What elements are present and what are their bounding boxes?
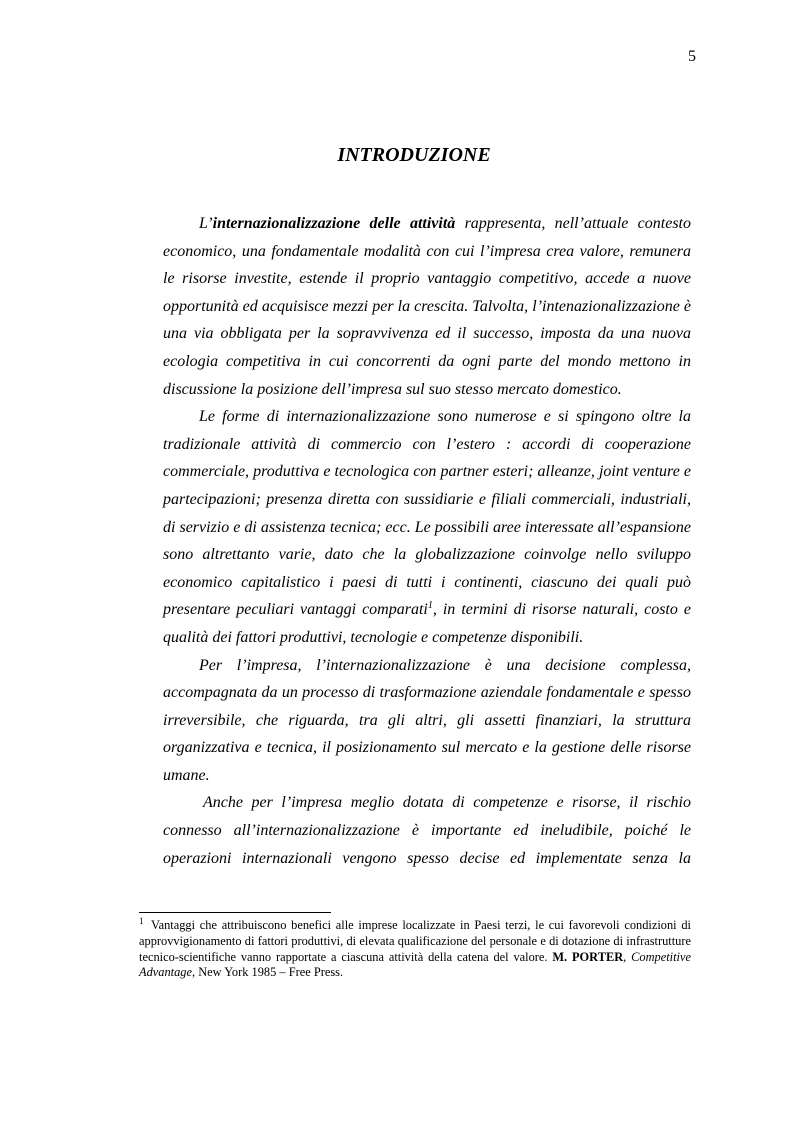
paragraph-2-text-b: , in termini di risorse naturali, costo e qualità dei fattori produttivi, tecnologie e competenze disponibili. [163, 601, 691, 646]
footnote-separator-text: , [623, 949, 632, 964]
paragraph-1-text: rappresenta, nell’attuale contesto economico, una fondamentale modalità con cui l’impresa crea valore, remunera le risorse investite, estende il proprio vantaggio competitivo, accede a nuove opportunità ed acquisisce mezzi per la crescita. Talvolta, l’intenazionalizzazione è una via obbligata per la sopravvivenza ed il successo, imposta da una nuova ecologia competitiva in cui concorrenti da ogni parte del mondo mettono in discussione la posizione dell’impresa sul suo stesso mercato domestico. [163, 215, 692, 398]
body-text [163, 210, 691, 872]
footnote-publication: New York 1985 – Free Press. [195, 965, 344, 980]
footnote-book-title: Competitive Advantage, [139, 949, 691, 980]
paragraph-4: Anche per l’impresa meglio dotata di competenze e risorse, il rischio connesso all’internazionalizzazione è importante ed ineludibile, poiché le operazioni internazionali vengono spesso decise ed implementate senza la [163, 794, 691, 867]
chapter-title: INTRODUZIONE [337, 144, 491, 166]
paragraph-2 [163, 403, 691, 651]
footnote-text: Vantaggi che attribuiscono benefici alle imprese localizzate in Paesi terzi, le cui favorevoli condizioni di approvvigionamento di fattori produttivi, di elevata qualificazione del personale e di dotazione di infrastrutture tecnico-scientifiche vanno rapportate a ciascuna attività della catena del valore. [139, 918, 691, 964]
paragraph-1-prefix: L’ [199, 215, 213, 232]
footnote-author: M. PORTER [552, 949, 624, 964]
paragraph-2-text-a: Le forme di internazionalizzazione sono numerose e si spingono oltre la tradizionale attività di commercio con l’estero : accordi di cooperazione commerciale, produttiva e tecnologica con partner esteri; alleanze, joint venture e partecipazioni; presenza diretta con sussidiarie e filiali commerciali, industriali, di servizio e di assistenza tecnica; ecc. Le possibili aree interessate all’espansione sono altrettanto varie, dato che la globalizzazione coinvolge nello sviluppo economico capitalistico i paesi di tutti i continenti, ciascuno dei quali può presentare peculiari vantaggi comparati [163, 408, 691, 619]
paragraph-1 [163, 210, 691, 403]
footnote-reference: 1 [427, 600, 433, 612]
page-number: 5 [688, 48, 696, 65]
paragraph-1-bold-term: internazionalizzazione delle attività [212, 215, 456, 232]
footnote-separator [139, 912, 331, 913]
footnote [139, 918, 691, 981]
paragraph-3: Per l’impresa, l’internazionalizzazione è una decisione complessa, accompagnata da un processo di trasformazione aziendale fondamentale e spesso irreversibile, che riguarda, tra gli altri, gli assetti finanziari, la struttura organizzativa e tecnica, il posizionamento sul mercato e la gestione delle risorse umane. [163, 656, 691, 784]
footnote-mark: 1 [139, 916, 144, 926]
